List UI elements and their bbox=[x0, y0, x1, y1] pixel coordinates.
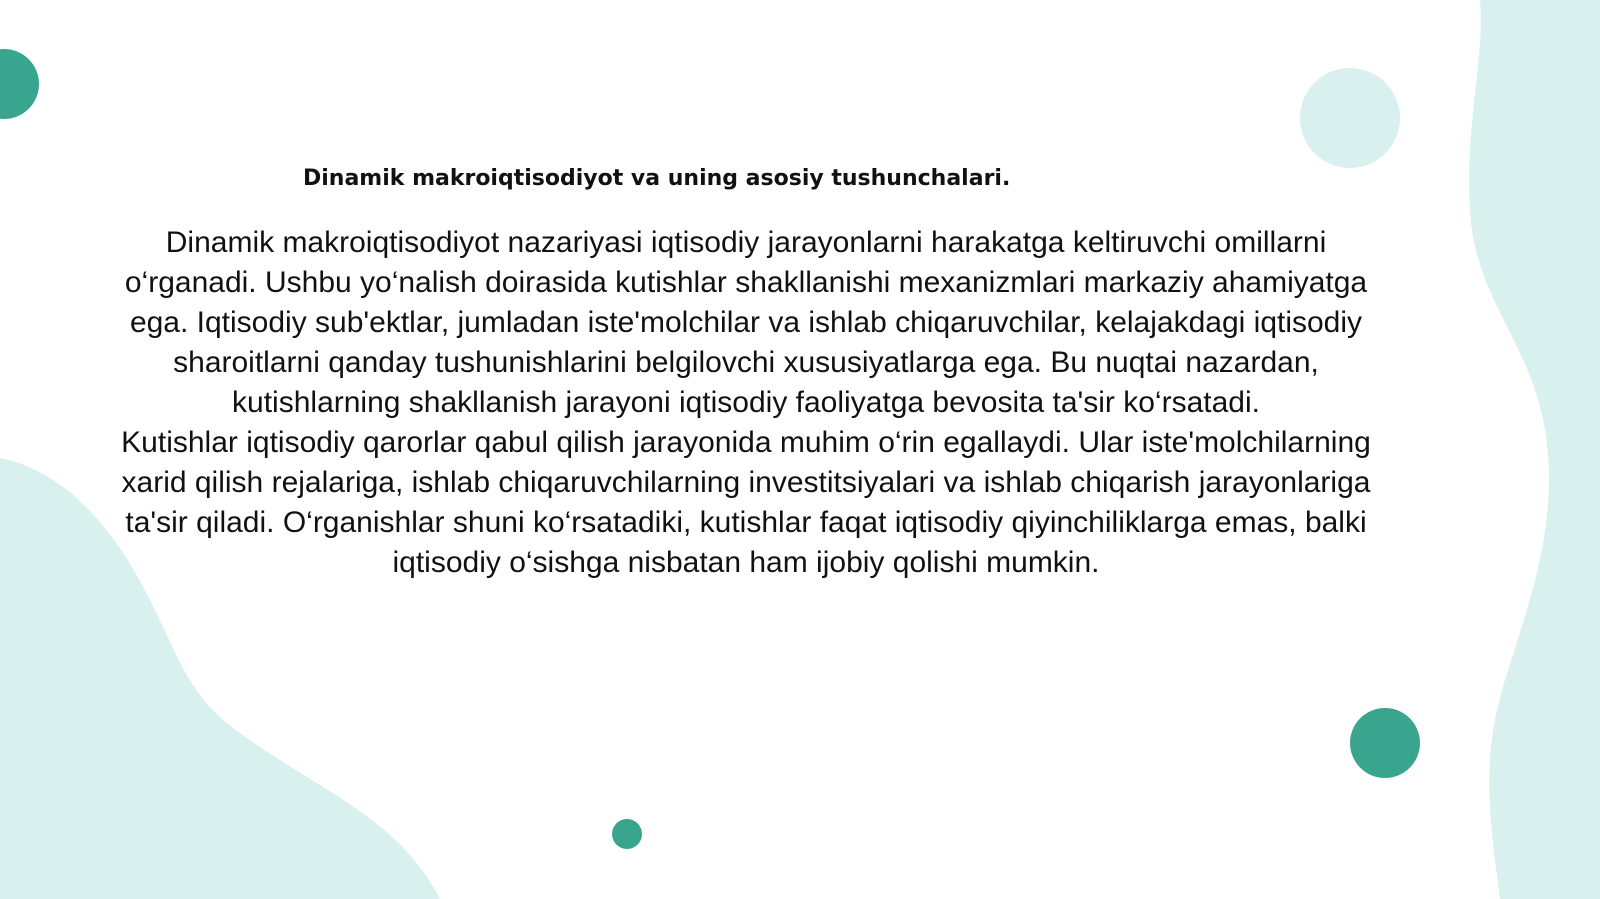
dark-circle-top-left bbox=[0, 49, 39, 119]
light-circle-decoration bbox=[1300, 68, 1400, 168]
right-wave-shape bbox=[1469, 0, 1600, 899]
dark-circle-bottom-right bbox=[1350, 708, 1420, 778]
body-paragraph-1: Dinamik makroiqtisodiyot nazariyasi iqtisodiy jarayonlarni harakatga keltiruvchi omillarni o‘rganadi. Ushbu yo‘nalish doirasida kutishlar shakllanishi mexanizmlari markaziy ahamiyatga ega. Iqtisodiy sub'ektlar, jumladan iste'molchilar va ishlab chiqaruvchilar, kelajakdagi iqtisodiy sharoitlarni qanday tushunishlarini belgilovchi xususiyatlarga ega. Bu nuqtai nazardan, kutishlarning shakllanish jarayoni iqtisodiy faoliyatga bevosita ta'sir ko‘rsatadi. bbox=[124, 226, 1368, 419]
slide-body bbox=[106, 223, 1386, 583]
slide-title: Dinamik makroiqtisodiyot va uning asosiy tushunchalari. bbox=[303, 166, 1011, 191]
body-paragraph-2: Kutishlar iqtisodiy qarorlar qabul qilish jarayonida muhim o‘rin egallaydi. Ular iste'molchilarning xarid qilish rejalariga, ishlab chiqaruvchilarning investitsiyalari va ishlab chiqarish jarayonlariga ta'sir qiladi. O‘rganishlar shuni ko‘rsatadiki, kutishlar faqat iqtisodiy qiyinchiliklarga emas, balki iqtisodiy o‘sishga nisbatan ham ijobiy qolishi mumkin. bbox=[121, 426, 1371, 579]
small-dark-circle bbox=[612, 819, 642, 849]
